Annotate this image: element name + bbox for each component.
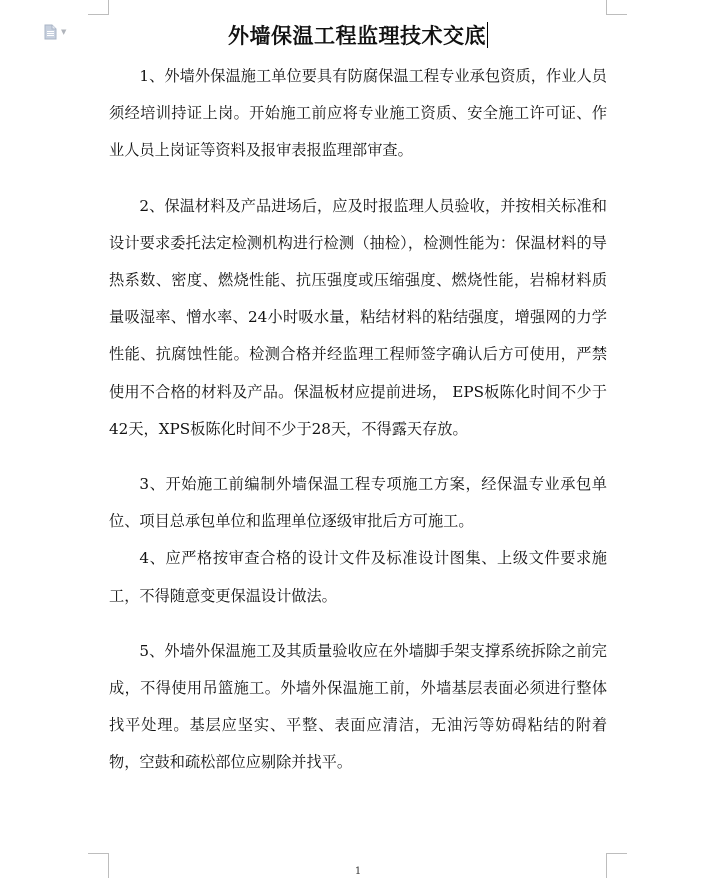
chevron-down-icon: ▼ bbox=[61, 28, 67, 36]
document-body[interactable] bbox=[109, 58, 607, 782]
paragraph-3: 3、开始施工前编制外墙保温工程专项施工方案，经保温专业承包单位、项目总承包单位和监理单位逐级审批后方可施工。 bbox=[109, 475, 607, 531]
crop-mark-top-right bbox=[606, 0, 627, 15]
title-text: 外墙保温工程监理技术交底 bbox=[228, 23, 486, 48]
paragraph-2: 2、保温材料及产品进场后，应及时报监理人员验收，并按相关标准和设计要求委托法定检测机构进行检测（抽检），检测性能为：保温材料的导热系数、密度、燃烧性能、抗压强度或压缩强度、燃烧性能，岩棉材料质量吸湿率、憎水率、24小时吸水量，粘结材料的粘结强度，增强网的力学性能、抗腐蚀性能。检测合格并经监理工程师签字确认后方可使用，严禁使用不合格的材料及产品。保温板材应提前进场， EPS板陈化时间不少于42天，XPS板陈化时间不少于28天，不得露天存放。 bbox=[109, 196, 607, 438]
text-cursor bbox=[487, 22, 488, 48]
page-title[interactable] bbox=[0, 20, 716, 50]
paragraph-1: 1、外墙外保温施工单位要具有防腐保温工程专业承包资质，作业人员须经培训持证上岗。开始施工前应将专业施工资质、安全施工许可证、作业人员上岗证等资料及报审表报监理部审查。 bbox=[109, 67, 607, 160]
crop-mark-top-left bbox=[88, 0, 109, 15]
paragraph-4: 4、应严格按审查合格的设计文件及标准设计图集、上级文件要求施工，不得随意变更保温设计做法。 bbox=[109, 549, 607, 605]
page-number: 1 bbox=[354, 866, 362, 877]
paragraph-5: 5、外墙外保温施工及其质量验收应在外墙脚手架支撑系统拆除之前完成，不得使用吊篮施工。外墙外保温施工前，外墙基层表面必须进行整体找平处理。基层应坚实、平整、表面应清洁，无油污等妨碍粘结的附着物，空鼓和疏松部位应剔除并找平。 bbox=[109, 641, 607, 772]
